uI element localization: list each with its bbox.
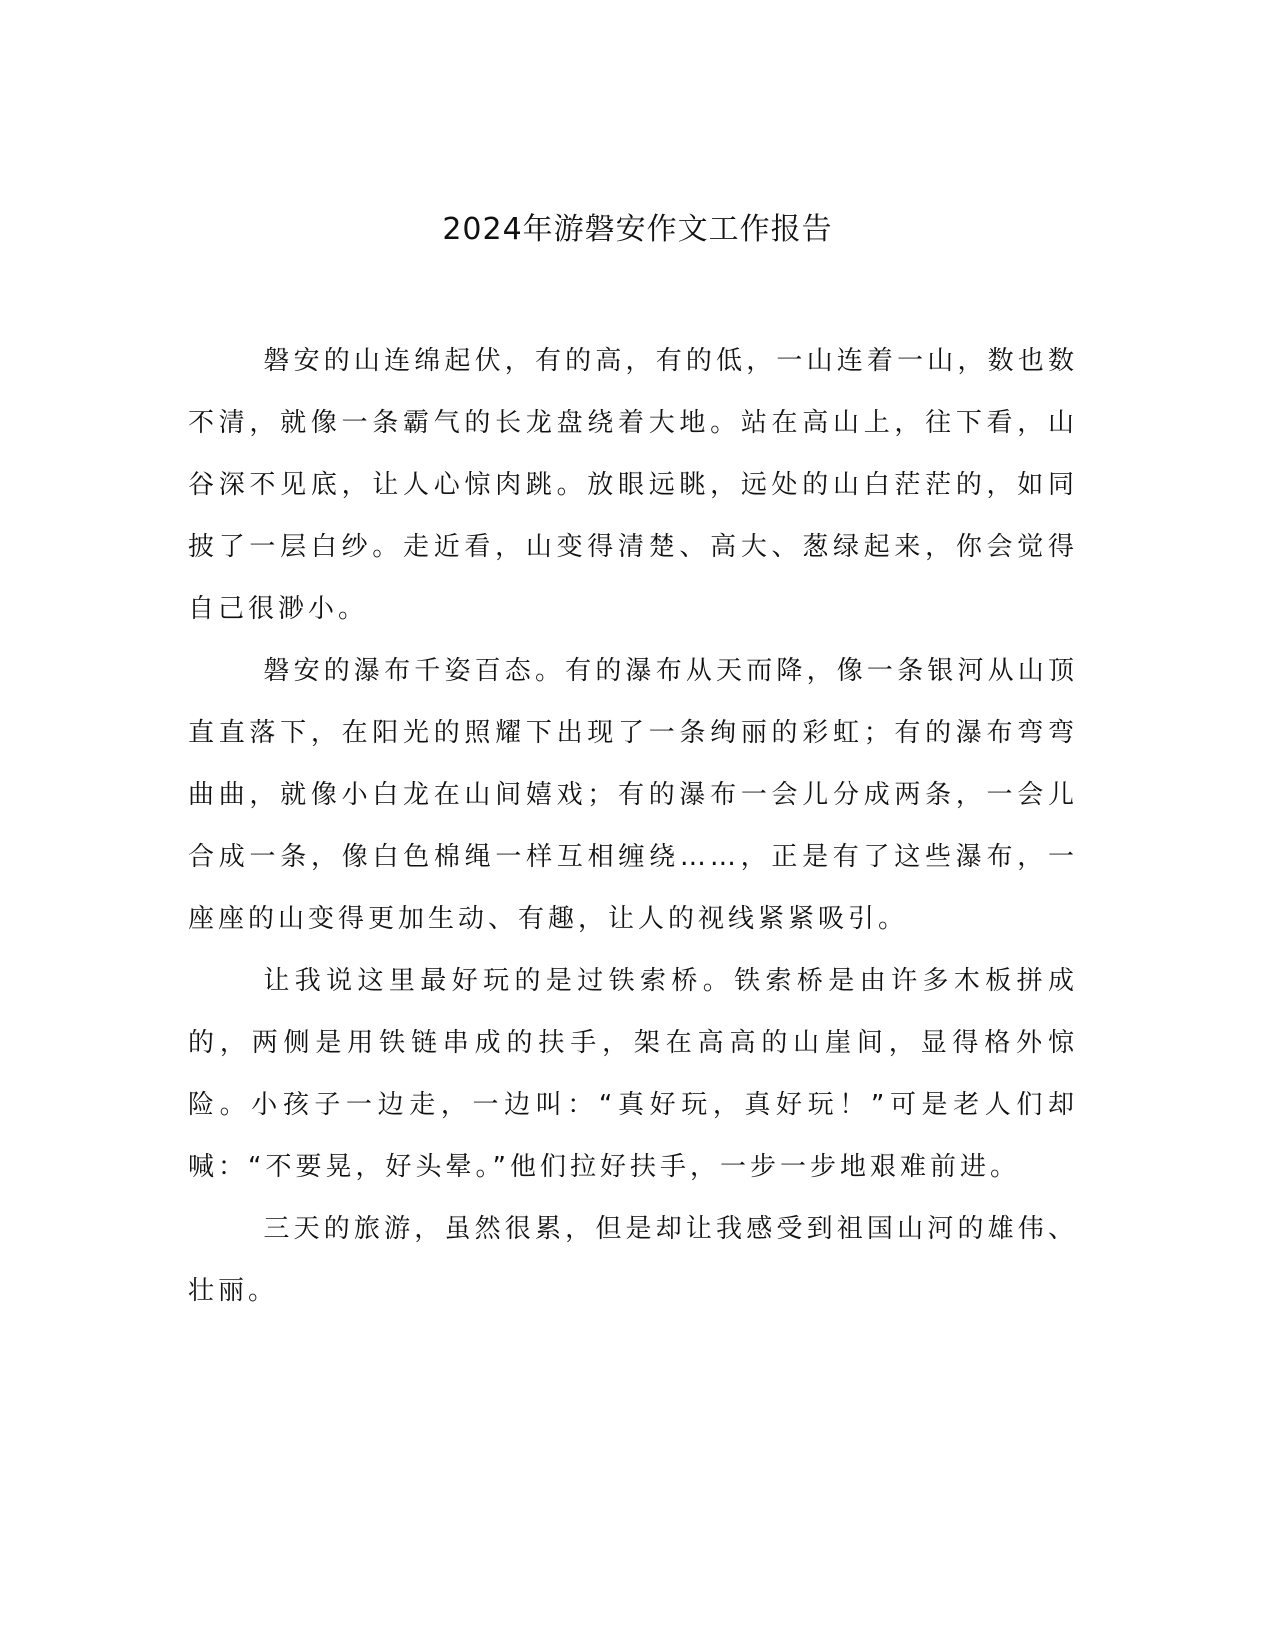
paragraph-conclusion: 三天的旅游，虽然很累，但是却让我感受到祖国山河的雄伟、壮丽。	[188, 1214, 1078, 1306]
paragraph-mountains: 磐安的山连绵起伏，有的高，有的低，一山连着一山，数也数不清，就像一条霸气的长龙盘绕着大地。站在高山上，往下看，山谷深不见底，让人心惊肉跳。放眼远眺，远处的山白茫茫的，如同披了一层白纱。走近看，山变得清楚、高大、葱绿起来，你会觉得自己很渺小。	[188, 346, 1078, 624]
document-title: 2024年游磐安作文工作报告	[442, 212, 833, 247]
document-body	[188, 330, 1078, 1322]
paragraph-waterfalls: 磐安的瀑布千姿百态。有的瀑布从天而降，像一条银河从山顶直直落下，在阳光的照耀下出现了一条绚丽的彩虹；有的瀑布弯弯曲曲，就像小白龙在山间嬉戏；有的瀑布一会儿分成两条，一会儿合成一条，像白色棉绳一样互相缠绕……，正是有了这些瀑布，一座座的山变得更加生动、有趣，让人的视线紧紧吸引。	[188, 656, 1078, 934]
paragraph-chain-bridge: 让我说这里最好玩的是过铁索桥。铁索桥是由许多木板拼成的，两侧是用铁链串成的扶手，架在高高的山崖间，显得格外惊险。小孩子一边走，一边叫：“真好玩，真好玩！”可是老人们却喊：“不要晃，好头晕。”他们拉好扶手，一步一步地艰难前进。	[188, 966, 1078, 1182]
